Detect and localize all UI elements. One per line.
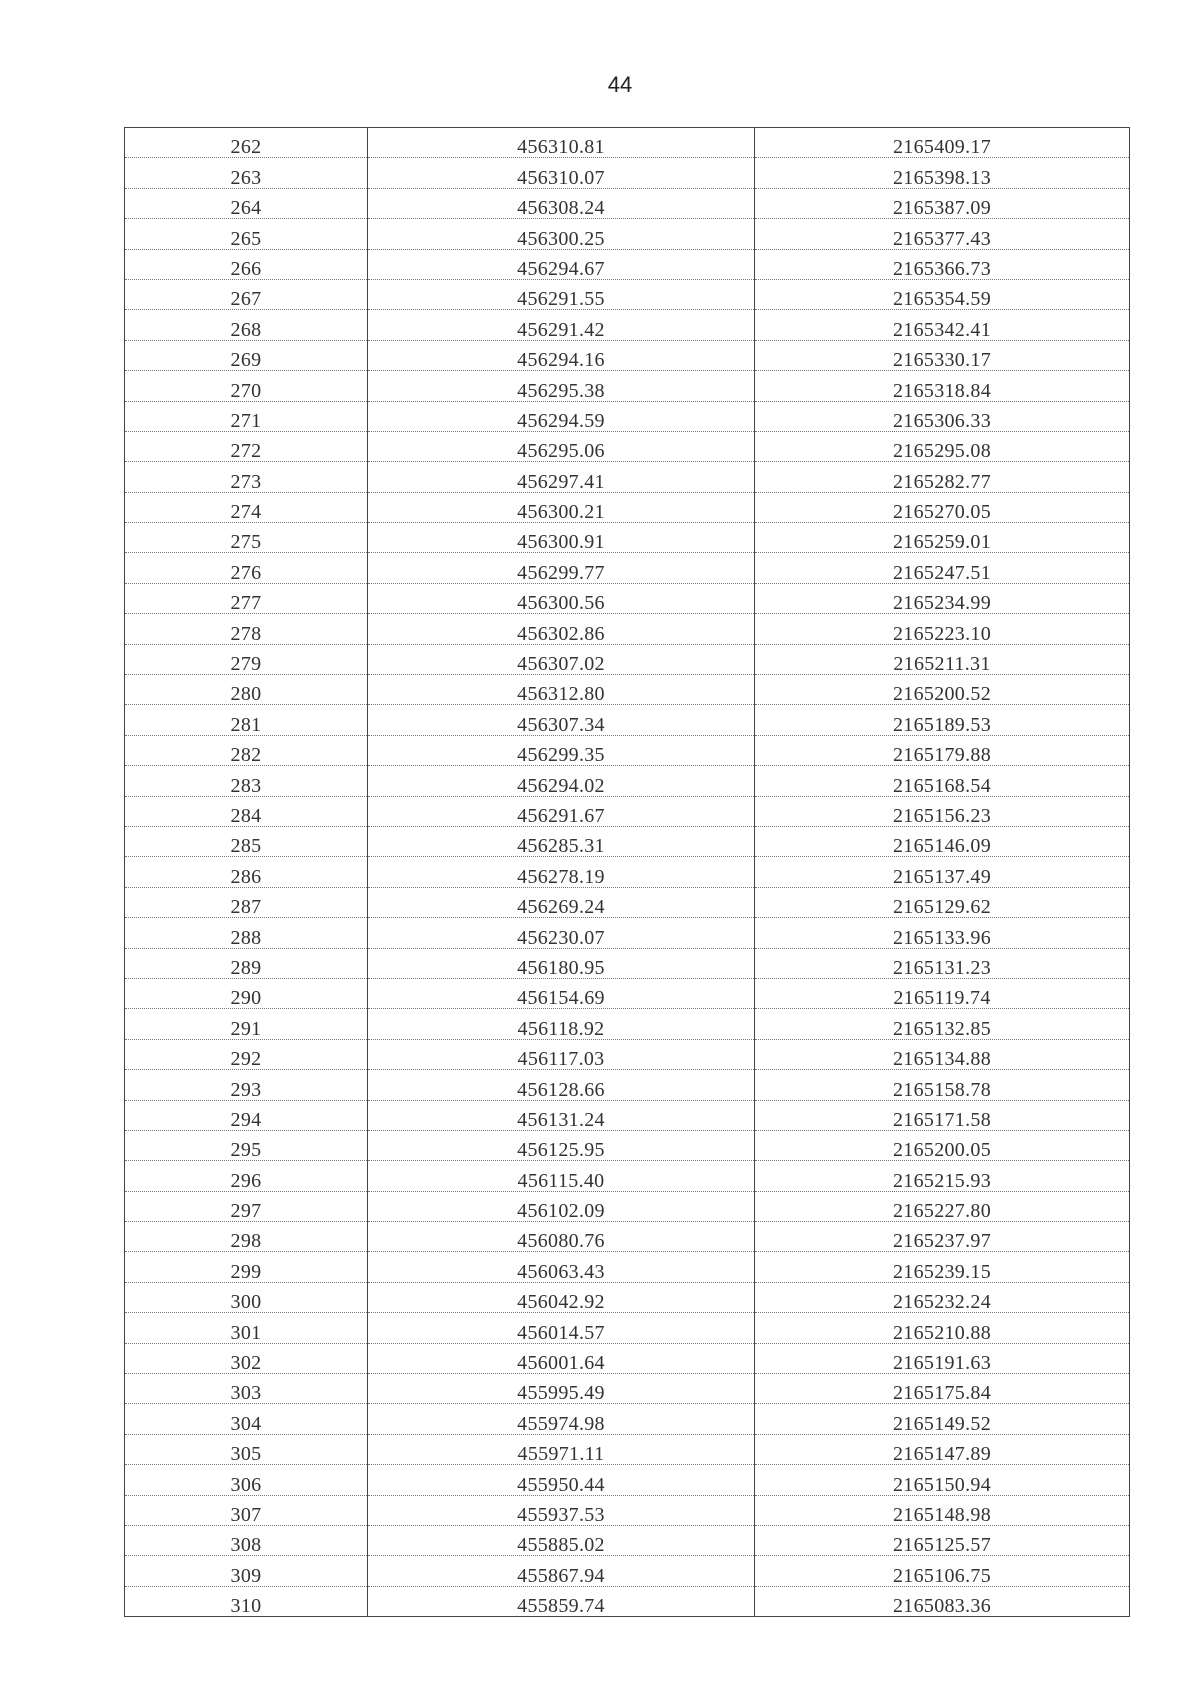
x-coordinate-cell: 456291.67	[368, 796, 755, 826]
x-coordinate-cell: 456117.03	[368, 1039, 755, 1069]
table-row	[125, 1070, 1130, 1100]
point-number-cell: 273	[125, 462, 368, 492]
table-row	[125, 918, 1130, 948]
table-row	[125, 523, 1130, 553]
y-coordinate-cell: 2165295.08	[755, 431, 1130, 461]
table-row	[125, 675, 1130, 705]
point-number-cell: 288	[125, 918, 368, 948]
y-coordinate-cell: 2165191.63	[755, 1343, 1130, 1373]
y-coordinate-cell: 2165210.88	[755, 1313, 1130, 1343]
x-coordinate-cell: 456300.21	[368, 492, 755, 522]
table-row	[125, 1404, 1130, 1434]
point-number-cell: 286	[125, 857, 368, 887]
x-coordinate-cell: 456154.69	[368, 978, 755, 1008]
x-coordinate-cell: 456295.06	[368, 431, 755, 461]
y-coordinate-cell: 2165200.52	[755, 675, 1130, 705]
point-number-cell: 269	[125, 340, 368, 370]
point-number-cell: 302	[125, 1343, 368, 1373]
x-coordinate-cell: 456310.07	[368, 158, 755, 188]
table-row	[125, 492, 1130, 522]
table-row	[125, 431, 1130, 461]
y-coordinate-cell: 2165398.13	[755, 158, 1130, 188]
table-row	[125, 978, 1130, 1008]
point-number-cell: 284	[125, 796, 368, 826]
table-row	[125, 1465, 1130, 1495]
x-coordinate-cell: 456308.24	[368, 188, 755, 218]
table-row	[125, 1525, 1130, 1555]
x-coordinate-cell: 456294.02	[368, 766, 755, 796]
y-coordinate-cell: 2165129.62	[755, 887, 1130, 917]
table-row	[125, 249, 1130, 279]
table-row	[125, 735, 1130, 765]
point-number-cell: 285	[125, 826, 368, 856]
point-number-cell: 307	[125, 1495, 368, 1525]
y-coordinate-cell: 2165149.52	[755, 1404, 1130, 1434]
table-row	[125, 796, 1130, 826]
table-row	[125, 644, 1130, 674]
table-row	[125, 1586, 1130, 1616]
point-number-cell: 309	[125, 1556, 368, 1586]
table-row	[125, 158, 1130, 188]
y-coordinate-cell: 2165366.73	[755, 249, 1130, 279]
point-number-cell: 305	[125, 1434, 368, 1464]
y-coordinate-cell: 2165215.93	[755, 1161, 1130, 1191]
point-number-cell: 277	[125, 583, 368, 613]
y-coordinate-cell: 2165168.54	[755, 766, 1130, 796]
point-number-cell: 263	[125, 158, 368, 188]
table-row	[125, 553, 1130, 583]
table-row	[125, 340, 1130, 370]
y-coordinate-cell: 2165134.88	[755, 1039, 1130, 1069]
x-coordinate-cell: 456001.64	[368, 1343, 755, 1373]
x-coordinate-cell: 456307.02	[368, 644, 755, 674]
point-number-cell: 262	[125, 128, 368, 158]
table-row	[125, 1039, 1130, 1069]
x-coordinate-cell: 456014.57	[368, 1313, 755, 1343]
point-number-cell: 303	[125, 1374, 368, 1404]
x-coordinate-cell: 456278.19	[368, 857, 755, 887]
x-coordinate-cell: 456299.35	[368, 735, 755, 765]
point-number-cell: 270	[125, 371, 368, 401]
y-coordinate-cell: 2165133.96	[755, 918, 1130, 948]
coordinates-table-body	[125, 128, 1130, 1617]
table-row	[125, 948, 1130, 978]
x-coordinate-cell: 456302.86	[368, 614, 755, 644]
y-coordinate-cell: 2165306.33	[755, 401, 1130, 431]
x-coordinate-cell: 456102.09	[368, 1191, 755, 1221]
y-coordinate-cell: 2165318.84	[755, 371, 1130, 401]
x-coordinate-cell: 455974.98	[368, 1404, 755, 1434]
point-number-cell: 290	[125, 978, 368, 1008]
table-row	[125, 1222, 1130, 1252]
x-coordinate-cell: 455859.74	[368, 1586, 755, 1616]
table-row	[125, 1191, 1130, 1221]
y-coordinate-cell: 2165247.51	[755, 553, 1130, 583]
x-coordinate-cell: 456128.66	[368, 1070, 755, 1100]
table-row	[125, 219, 1130, 249]
point-number-cell: 306	[125, 1465, 368, 1495]
table-row	[125, 371, 1130, 401]
y-coordinate-cell: 2165132.85	[755, 1009, 1130, 1039]
y-coordinate-cell: 2165137.49	[755, 857, 1130, 887]
table-row	[125, 614, 1130, 644]
x-coordinate-cell: 456291.55	[368, 279, 755, 309]
y-coordinate-cell: 2165211.31	[755, 644, 1130, 674]
table-row	[125, 705, 1130, 735]
table-row	[125, 857, 1130, 887]
point-number-cell: 298	[125, 1222, 368, 1252]
x-coordinate-cell: 455937.53	[368, 1495, 755, 1525]
x-coordinate-cell: 456118.92	[368, 1009, 755, 1039]
point-number-cell: 274	[125, 492, 368, 522]
point-number-cell: 272	[125, 431, 368, 461]
page-number: 44	[607, 72, 633, 97]
y-coordinate-cell: 2165377.43	[755, 219, 1130, 249]
coordinates-table	[124, 127, 1130, 1617]
point-number-cell: 278	[125, 614, 368, 644]
point-number-cell: 299	[125, 1252, 368, 1282]
point-number-cell: 292	[125, 1039, 368, 1069]
point-number-cell: 281	[125, 705, 368, 735]
x-coordinate-cell: 456063.43	[368, 1252, 755, 1282]
x-coordinate-cell: 455971.11	[368, 1434, 755, 1464]
table-row	[125, 1252, 1130, 1282]
point-number-cell: 297	[125, 1191, 368, 1221]
y-coordinate-cell: 2165171.58	[755, 1100, 1130, 1130]
point-number-cell: 264	[125, 188, 368, 218]
y-coordinate-cell: 2165083.36	[755, 1586, 1130, 1616]
x-coordinate-cell: 456291.42	[368, 310, 755, 340]
y-coordinate-cell: 2165239.15	[755, 1252, 1130, 1282]
point-number-cell: 287	[125, 887, 368, 917]
table-row	[125, 1313, 1130, 1343]
point-number-cell: 279	[125, 644, 368, 674]
x-coordinate-cell: 456269.24	[368, 887, 755, 917]
y-coordinate-cell: 2165259.01	[755, 523, 1130, 553]
table-row	[125, 1495, 1130, 1525]
point-number-cell: 275	[125, 523, 368, 553]
x-coordinate-cell: 456180.95	[368, 948, 755, 978]
table-row	[125, 401, 1130, 431]
x-coordinate-cell: 456294.16	[368, 340, 755, 370]
x-coordinate-cell: 456294.67	[368, 249, 755, 279]
y-coordinate-cell: 2165148.98	[755, 1495, 1130, 1525]
y-coordinate-cell: 2165106.75	[755, 1556, 1130, 1586]
table-row	[125, 1130, 1130, 1160]
x-coordinate-cell: 455885.02	[368, 1525, 755, 1555]
point-number-cell: 310	[125, 1586, 368, 1616]
y-coordinate-cell: 2165131.23	[755, 948, 1130, 978]
point-number-cell: 296	[125, 1161, 368, 1191]
y-coordinate-cell: 2165125.57	[755, 1525, 1130, 1555]
x-coordinate-cell: 456307.34	[368, 705, 755, 735]
table-row	[125, 310, 1130, 340]
table-row	[125, 1282, 1130, 1312]
x-coordinate-cell: 456125.95	[368, 1130, 755, 1160]
y-coordinate-cell: 2165147.89	[755, 1434, 1130, 1464]
point-number-cell: 266	[125, 249, 368, 279]
x-coordinate-cell: 456299.77	[368, 553, 755, 583]
x-coordinate-cell: 456310.81	[368, 128, 755, 158]
point-number-cell: 265	[125, 219, 368, 249]
point-number-cell: 283	[125, 766, 368, 796]
table-row	[125, 1100, 1130, 1130]
point-number-cell: 295	[125, 1130, 368, 1160]
table-row	[125, 279, 1130, 309]
table-row	[125, 1161, 1130, 1191]
point-number-cell: 267	[125, 279, 368, 309]
x-coordinate-cell: 456297.41	[368, 462, 755, 492]
table-row	[125, 462, 1130, 492]
table-row	[125, 1556, 1130, 1586]
x-coordinate-cell: 456115.40	[368, 1161, 755, 1191]
y-coordinate-cell: 2165175.84	[755, 1374, 1130, 1404]
x-coordinate-cell: 456312.80	[368, 675, 755, 705]
point-number-cell: 276	[125, 553, 368, 583]
point-number-cell: 294	[125, 1100, 368, 1130]
x-coordinate-cell: 456042.92	[368, 1282, 755, 1312]
y-coordinate-cell: 2165119.74	[755, 978, 1130, 1008]
x-coordinate-cell: 456300.91	[368, 523, 755, 553]
y-coordinate-cell: 2165409.17	[755, 128, 1130, 158]
point-number-cell: 280	[125, 675, 368, 705]
y-coordinate-cell: 2165387.09	[755, 188, 1130, 218]
table-row	[125, 1009, 1130, 1039]
y-coordinate-cell: 2165150.94	[755, 1465, 1130, 1495]
point-number-cell: 271	[125, 401, 368, 431]
y-coordinate-cell: 2165227.80	[755, 1191, 1130, 1221]
y-coordinate-cell: 2165270.05	[755, 492, 1130, 522]
point-number-cell: 301	[125, 1313, 368, 1343]
x-coordinate-cell: 456300.56	[368, 583, 755, 613]
point-number-cell: 304	[125, 1404, 368, 1434]
y-coordinate-cell: 2165179.88	[755, 735, 1130, 765]
y-coordinate-cell: 2165282.77	[755, 462, 1130, 492]
point-number-cell: 268	[125, 310, 368, 340]
y-coordinate-cell: 2165223.10	[755, 614, 1130, 644]
y-coordinate-cell: 2165342.41	[755, 310, 1130, 340]
y-coordinate-cell: 2165158.78	[755, 1070, 1130, 1100]
y-coordinate-cell: 2165354.59	[755, 279, 1130, 309]
x-coordinate-cell: 456285.31	[368, 826, 755, 856]
x-coordinate-cell: 456230.07	[368, 918, 755, 948]
y-coordinate-cell: 2165234.99	[755, 583, 1130, 613]
table-row	[125, 128, 1130, 158]
y-coordinate-cell: 2165189.53	[755, 705, 1130, 735]
x-coordinate-cell: 455950.44	[368, 1465, 755, 1495]
x-coordinate-cell: 456295.38	[368, 371, 755, 401]
y-coordinate-cell: 2165146.09	[755, 826, 1130, 856]
point-number-cell: 291	[125, 1009, 368, 1039]
point-number-cell: 282	[125, 735, 368, 765]
x-coordinate-cell: 455995.49	[368, 1374, 755, 1404]
point-number-cell: 300	[125, 1282, 368, 1312]
point-number-cell: 308	[125, 1525, 368, 1555]
table-row	[125, 826, 1130, 856]
table-row	[125, 766, 1130, 796]
x-coordinate-cell: 456294.59	[368, 401, 755, 431]
table-row	[125, 583, 1130, 613]
x-coordinate-cell: 455867.94	[368, 1556, 755, 1586]
y-coordinate-cell: 2165200.05	[755, 1130, 1130, 1160]
table-row	[125, 1374, 1130, 1404]
x-coordinate-cell: 456300.25	[368, 219, 755, 249]
x-coordinate-cell: 456080.76	[368, 1222, 755, 1252]
x-coordinate-cell: 456131.24	[368, 1100, 755, 1130]
y-coordinate-cell: 2165237.97	[755, 1222, 1130, 1252]
table-row	[125, 887, 1130, 917]
y-coordinate-cell: 2165156.23	[755, 796, 1130, 826]
table-row	[125, 1343, 1130, 1373]
table-row	[125, 188, 1130, 218]
point-number-cell: 293	[125, 1070, 368, 1100]
table-row	[125, 1434, 1130, 1464]
y-coordinate-cell: 2165330.17	[755, 340, 1130, 370]
point-number-cell: 289	[125, 948, 368, 978]
y-coordinate-cell: 2165232.24	[755, 1282, 1130, 1312]
